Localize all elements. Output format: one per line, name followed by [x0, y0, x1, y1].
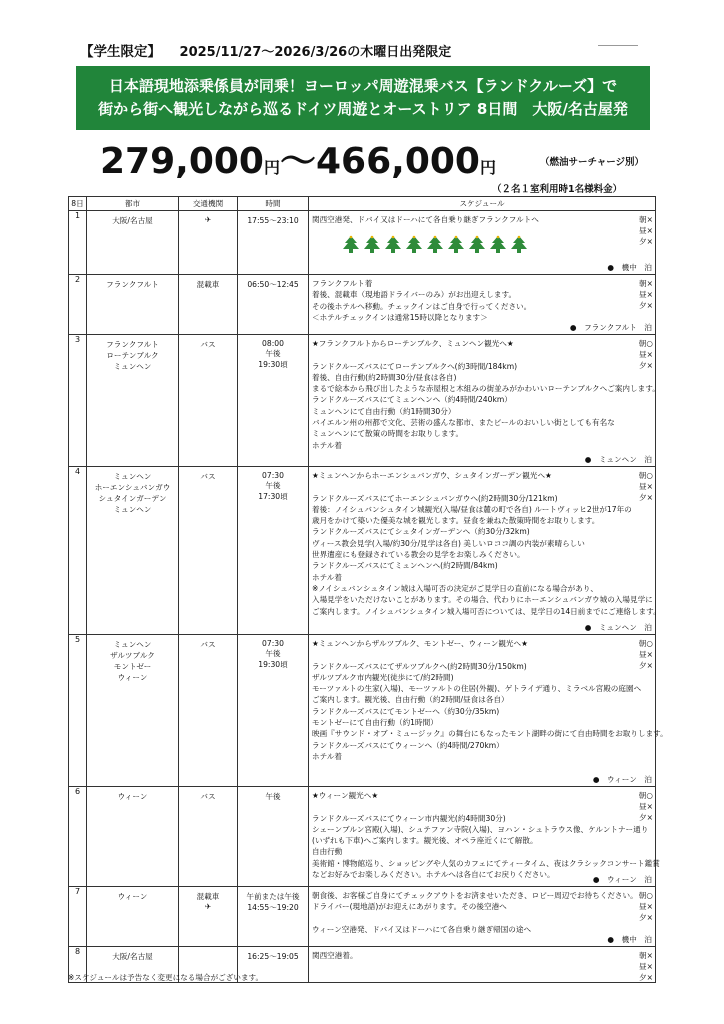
city-name: フランクフルト	[106, 340, 159, 349]
meal-status: 朝○	[638, 891, 653, 900]
meals-info	[639, 470, 653, 503]
day-row	[69, 635, 656, 787]
city-name-cell	[87, 887, 179, 947]
schedule-line: ホテル着	[312, 440, 342, 450]
schedule-line: ★ミュンヘンからザルツブルク、モントゼー、ウィーン観光へ★	[312, 639, 528, 648]
meal-status: 夕×	[639, 661, 653, 670]
city-name: ミュンヘン	[113, 472, 152, 481]
schedule-line: ランドクルーズバスにてザルツブルクへ(約2時間30分/150km)	[312, 661, 527, 671]
schedule-line: ランドクルーズバスにてウィーン市内観光(約4時間30分)	[312, 813, 506, 823]
schedule-line: まるで絵本から飛び出したような赤屋根と木組みの街並みがかわいいローテンブルクへご案内します。	[312, 384, 660, 394]
overnight-location: ● ウィーン 泊	[592, 774, 652, 784]
schedule-line: 着後：ノイシュバンシュタイン城観光(入場/昼食は麓の町で各自) ルートヴィッヒ2世が17年の	[312, 504, 632, 514]
city-name-cell	[87, 787, 179, 887]
price-low: 279,000	[100, 141, 264, 182]
meal-status: 夕×	[639, 493, 653, 502]
time-value-cell	[238, 635, 309, 787]
meal-status: 昼×	[639, 226, 653, 235]
schedule-line: ランドクルーズバスにてミュンヘンへ（約4時間/240km）	[312, 395, 512, 405]
meals-info	[639, 890, 653, 923]
schedule-line: ランドクルーズバスにてホーエンシュバンガウへ(約2時間30分/121km)	[312, 493, 558, 503]
city-name: ウィーン	[117, 792, 148, 801]
christmas-tree-icon	[363, 235, 381, 255]
schedule-line: ★ウィーン観光へ★	[312, 791, 379, 800]
time-value: 06:50～12:45	[247, 280, 299, 289]
day-number: 5	[69, 635, 87, 787]
meal-status: 朝×	[639, 215, 653, 224]
time-value: 19:30頃	[258, 660, 288, 669]
city-name: ウィーン	[117, 892, 148, 901]
schedule-line: ミュンヘンにて自由行動（約1時間30分）	[312, 406, 456, 416]
city-name: ミュンヘン	[113, 362, 152, 371]
schedule-cell	[309, 947, 656, 983]
schedule-line	[312, 913, 631, 924]
schedule-line: その後ホテルへ移動。チェックインはご自身で行ってください。	[312, 301, 532, 311]
meal-status: 昼×	[639, 902, 653, 911]
schedule-line: ホテル着	[312, 751, 342, 761]
day-row	[69, 335, 656, 467]
col-day: 8日	[69, 197, 87, 211]
time-value: 16:25～19:05	[247, 952, 299, 961]
schedule-cell	[309, 787, 660, 887]
schedule-line: ランドクルーズバスにてウィーンへ（約4時間/270km）	[312, 740, 504, 750]
schedule-line: ミュンヘンにて散策の時間をお取りします。	[312, 429, 464, 439]
schedule-line: モーツァルトの生家(入場)、モーツァルトの住居(外観)、ゲトライデ通り、ミラベル宮殿の庭園へ	[312, 684, 642, 694]
departure-dates: 2025/11/27～2026/3/26の木曜日出発限定	[179, 45, 452, 60]
day-row	[69, 211, 656, 275]
transport-mode: ✈	[204, 902, 212, 911]
transport-mode-cell	[179, 335, 238, 467]
schedule-line: ランドクルーズバスにてシュタインガーデンへ（約30分/32km)	[312, 527, 530, 537]
transport-mode-cell	[179, 635, 238, 787]
schedule-line: 朝食後、お客様ご自身にてチェックアウトをお済ませいただき、ロビー周辺でお待ちください。	[312, 891, 638, 900]
city-name: ザルツブルク	[110, 651, 155, 660]
schedule-cell	[309, 467, 661, 635]
time-value-cell	[238, 335, 309, 467]
meal-status: 朝×	[639, 279, 653, 288]
banner-line-1: 日本語現地添乗係員が同乗！ヨーロッパ周遊混乗バス【ランドクルーズ】で	[108, 77, 618, 95]
meal-status: 夕×	[639, 913, 653, 922]
city-name-cell	[87, 275, 179, 335]
transport-mode: 混載車	[196, 892, 220, 901]
header-line	[80, 40, 451, 60]
schedule-line: ★フランクフルトからローテンブルク、ミュンヘン観光へ★	[312, 339, 514, 348]
city-name-cell	[87, 335, 179, 467]
schedule-line: ご案内します。観光後、自由行動（約2時間/昼食は各自）	[312, 695, 509, 705]
meal-status: 昼×	[639, 350, 653, 359]
transport-mode-cell	[179, 211, 238, 275]
city-name: 大阪/名古屋	[112, 952, 153, 961]
day-number: 4	[69, 467, 87, 635]
time-value-cell	[238, 787, 309, 887]
schedule-line: 関西空港発、ドバイ又はドーハにて各自乗り継ぎフランクフルトへ	[312, 215, 539, 224]
overnight-location: ● ミュンヘン 泊	[584, 622, 652, 632]
day-row	[69, 887, 656, 947]
schedule-line: 歳月をかけて築いた優美な城を観光します。昼食を兼ねた散策時間をお取りします。	[312, 516, 600, 526]
schedule-line	[312, 481, 631, 492]
meal-status: 昼×	[639, 650, 653, 659]
day-number: 2	[69, 275, 87, 335]
schedule-line: (いずれも下車)へご案内します。観光後、オペラ座近くにて解散。	[312, 836, 538, 846]
schedule-line: フランクフルト着	[312, 279, 373, 288]
city-name: フランクフルト	[106, 280, 159, 289]
schedule-line: ご案内します。ノイシュバンシュタイン城入場可否については、見学日の14日前までにご連絡します。	[312, 606, 661, 616]
transport-mode-cell	[179, 275, 238, 335]
schedule-table	[68, 196, 668, 983]
christmas-tree-icon	[426, 235, 444, 255]
meal-status: 夕×	[639, 973, 653, 982]
schedule-line: ※ノイシュバンシュタイン城は入場可否の決定がご見学日の直前になる場合があり、	[312, 583, 598, 593]
meal-status: 朝○	[638, 471, 653, 480]
city-name: ミュンヘン	[113, 640, 152, 649]
time-value: 07:30	[262, 639, 284, 648]
col-transport: 交通機関	[179, 197, 238, 211]
christmas-tree-icon	[510, 235, 528, 255]
schedule-line: バイエルン州の州都で文化、芸術の盛んな都市、またビールのおいしい街としても有名な	[312, 418, 615, 428]
meal-status: 夕×	[639, 361, 653, 370]
price-separator: ～	[279, 141, 316, 182]
day-number: 7	[69, 887, 87, 947]
city-name: ホーエンシュバンガウ	[94, 483, 171, 492]
time-value: 午後	[265, 792, 281, 801]
schedule-line: ホテル着	[312, 572, 342, 582]
schedule-line: ヴィース教会見学(入場/約30分/見学は各自) 美しいロココ調の内装が素晴らしい	[312, 538, 585, 548]
time-value: 14:55～19:20	[247, 903, 299, 912]
overnight-location: ● ウィーン 泊	[592, 874, 652, 884]
schedule-line: 着後、自由行動(約2時間30分/昼食は各自)	[312, 372, 457, 382]
price-high-unit: 円	[479, 158, 496, 177]
price-high: 466,000	[316, 141, 480, 182]
time-value: 午後	[265, 349, 281, 358]
title-banner	[76, 66, 650, 130]
transport-mode: バス	[200, 640, 216, 649]
time-value: 07:30	[262, 471, 284, 480]
meal-status: 昼×	[639, 962, 653, 971]
transport-mode-cell	[179, 787, 238, 887]
time-value: 17:30頃	[258, 492, 288, 501]
transport-mode: バス	[200, 340, 216, 349]
meals-info	[639, 278, 653, 311]
schedule-line: ＜ホテルチェックインは通常15時以降となります＞	[312, 312, 488, 322]
day-number: 8	[69, 947, 87, 983]
schedule-line: 着後、混載車（現地語ドライバーのみ）がお出迎えします。	[312, 290, 517, 300]
time-value-cell	[238, 467, 309, 635]
city-name-cell	[87, 467, 179, 635]
schedule-cell	[309, 335, 660, 467]
city-name: ローテンブルク	[106, 351, 159, 360]
time-value: 17:55～23:10	[247, 216, 299, 225]
city-name-cell	[87, 211, 179, 275]
transport-mode: バス	[200, 472, 216, 481]
day-number: 3	[69, 335, 87, 467]
christmas-tree-icon	[384, 235, 402, 255]
banner-line-2: 街から街へ観光しながら巡るドイツ周遊とオーストリア 8日間 大阪/名古屋発	[98, 100, 628, 118]
meal-status: 昼×	[639, 290, 653, 299]
meal-status: 夕×	[639, 813, 653, 822]
price-range	[100, 133, 496, 184]
schedule-line	[312, 349, 631, 360]
meal-status: 夕×	[639, 237, 653, 246]
transport-mode-cell	[179, 887, 238, 947]
schedule-cell	[309, 887, 656, 947]
schedule-line: などお好みでお楽しみください。ホテルへは各自にてお戻りください。	[312, 870, 555, 880]
schedule-line	[312, 801, 631, 812]
time-value-cell	[238, 887, 309, 947]
decorative-line	[598, 45, 638, 46]
meal-status: 昼×	[639, 482, 653, 491]
day-row	[69, 467, 656, 635]
schedule-line: ★ミュンヘンからホーエンシュバンガウ、シュタインガーデン観光へ★	[312, 471, 552, 480]
schedule-line: 自由行動	[312, 847, 343, 857]
city-name: 大阪/名古屋	[112, 216, 153, 225]
christmas-tree-icon	[342, 235, 360, 255]
schedule-line: 入場見学をいただけないことがあります。その場合、代わりにホーエンシュバンガウ城の入場見学に	[312, 595, 653, 605]
city-name-cell	[87, 635, 179, 787]
time-value: 午後	[265, 481, 281, 490]
transport-mode: ✈	[204, 215, 212, 224]
time-value-cell	[238, 211, 309, 275]
schedule-line: ランドクルーズバスにてローテンブルクへ(約3時間/184km)	[312, 361, 518, 371]
schedule-line: 世界遺産にも登録されている教会の見学をお楽しみください。	[312, 550, 525, 560]
meal-status: 朝○	[638, 339, 653, 348]
christmas-tree-icon	[489, 235, 507, 255]
christmas-tree-icon	[468, 235, 486, 255]
time-value: 午後	[265, 649, 281, 658]
city-name: モントゼー	[113, 662, 152, 671]
schedule-line	[312, 649, 631, 660]
schedule-line: ウィーン空港発、ドバイ又はドーハにて各自乗り継ぎ帰国の途へ	[312, 924, 532, 934]
student-tag: 【学生限定】	[80, 44, 161, 60]
schedule-cell	[309, 211, 656, 275]
overnight-location: ● フランクフルト 泊	[569, 322, 652, 332]
col-city: 都市	[87, 197, 179, 211]
meals-info	[639, 638, 653, 671]
meals-info	[639, 338, 653, 371]
fuel-surcharge-note: （燃油サーチャージ別）	[540, 157, 645, 168]
overnight-location: ● 機中 泊	[607, 262, 652, 272]
schedule-line: 美術館・博物館巡り、ショッピングや人気のカフェにてティータイム、夜はクラシックコンサート鑑賞	[312, 858, 660, 868]
christmas-trees-decoration	[342, 235, 631, 255]
schedule-cell	[309, 275, 656, 335]
meal-status: 朝×	[639, 951, 653, 960]
schedule-line: ドライバー(現地語)がお迎えにあがります。その後空港へ	[312, 902, 507, 912]
price-low-unit: 円	[263, 158, 280, 177]
meals-info	[639, 950, 653, 983]
schedule-header-row	[69, 197, 656, 211]
day-number: 6	[69, 787, 87, 887]
meal-status: 朝○	[638, 639, 653, 648]
schedule-cell	[309, 635, 668, 787]
schedule-line: ランドクルーズバスにてミュンヘンへ(約2時間/84km)	[312, 561, 498, 571]
city-name: ミュンヘン	[113, 505, 152, 514]
city-name: ウィーン	[117, 673, 148, 682]
col-schedule: スケジュール	[309, 197, 656, 211]
meals-info	[639, 790, 653, 823]
schedule-line: 映画『サウンド・オブ・ミュージック』の舞台にもなったモント湖畔の街にて自由時間をお取りします。	[312, 729, 668, 739]
schedule-line: ザルツブルク市内観光(徒歩にて/約2時間)	[312, 672, 454, 682]
meals-info	[639, 214, 653, 247]
meal-status: 朝○	[638, 791, 653, 800]
schedule-line: モントゼーにて自由行動（約1時間）	[312, 718, 438, 728]
day-row	[69, 275, 656, 335]
schedule-line: シェーンブルン宮殿(入場)、シュテファン寺院(入場)、ヨハン・シュトラウス像、ケルントナー通り	[312, 824, 649, 834]
day-row	[69, 787, 656, 887]
overnight-location: ● 機中 泊	[607, 934, 652, 944]
price-basis-note: （２名１室利用時1名様料金）	[492, 184, 623, 195]
overnight-location: ● ミュンヘン 泊	[584, 454, 652, 464]
christmas-tree-icon	[447, 235, 465, 255]
meal-status: 夕×	[639, 301, 653, 310]
city-name: シュタインガーデン	[98, 494, 167, 503]
time-value: 午前または午後	[246, 892, 300, 901]
transport-mode: バス	[200, 792, 216, 801]
footnote: ※スケジュールは予告なく変更になる場合がございます。	[68, 973, 264, 982]
col-time: 時間	[238, 197, 309, 211]
schedule-line: ランドクルーズバスにてモントゼーへ（約30分/35km)	[312, 706, 500, 716]
meal-status: 昼×	[639, 802, 653, 811]
christmas-tree-icon	[405, 235, 423, 255]
transport-mode-cell	[179, 467, 238, 635]
transport-mode: 混載車	[196, 280, 220, 289]
time-value-cell	[238, 275, 309, 335]
day-number: 1	[69, 211, 87, 275]
time-value: 08:00	[262, 339, 284, 348]
time-value: 19:30頃	[258, 360, 288, 369]
schedule-line: 関西空港着。	[312, 951, 358, 960]
